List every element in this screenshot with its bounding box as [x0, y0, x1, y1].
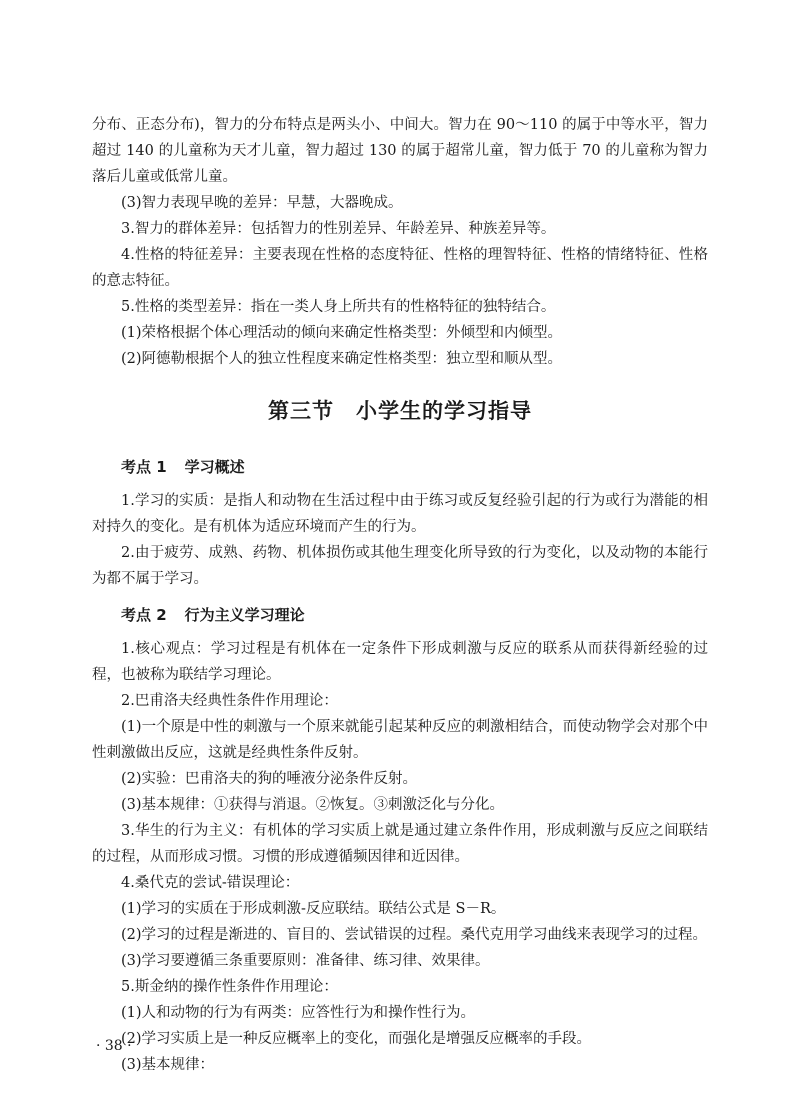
paragraph: 分布、正态分布)，智力的分布特点是两头小、中间大。智力在 90～110 的属于中等水平，智力超过 140 的儿童称为天才儿童，智力超过 130 的属于超常儿童，智力低于 70 的儿童称为智力落后儿童或低常儿童。 — [92, 117, 708, 185]
paragraph: 4.桑代克的尝试-错误理论： — [121, 875, 300, 891]
paragraph: (2)学习的过程是渐进的、盲目的、尝试错误的过程。桑代克用学习曲线来表现学习的过程。 — [121, 927, 708, 943]
paragraph: (1)人和动物的行为有两类：应答性行为和操作性行为。 — [121, 1005, 476, 1021]
paragraph: (2)阿德勒根据个人的独立性程度来确定性格类型：独立型和顺从型。 — [121, 351, 563, 367]
paragraph: 5.斯金纳的操作性条件作用理论： — [121, 979, 338, 995]
kp1-title: 学习概述 — [184, 458, 245, 476]
paragraph: 4.性格的特征差异：主要表现在性格的态度特征、性格的理智特征、性格的情绪特征、性格的意志特征。 — [92, 247, 708, 289]
paragraph: 5.性格的类型差异：指在一类人身上所共有的性格特征的独特结合。 — [121, 299, 556, 315]
page-body — [92, 112, 708, 1078]
paragraph: (3)基本规律： — [121, 1057, 215, 1073]
paragraph: (3)学习要遵循三条重要原则：准备律、练习律、效果律。 — [121, 953, 490, 969]
kp2-heading — [92, 602, 708, 628]
page-number: · 38 · — [96, 1038, 132, 1054]
paragraph: (2)学习实质上是一种反应概率上的变化，而强化是增强反应概率的手段。 — [121, 1031, 592, 1047]
paragraph: 3.华生的行为主义：有机体的学习实质上就是通过建立条件作用，形成刺激与反应之间联结的过程，从而形成习惯。习惯的形成遵循频因律和近因律。 — [92, 823, 708, 865]
paragraph: (1)荣格根据个体心理活动的倾向来确定性格类型：外倾型和内倾型。 — [121, 325, 563, 341]
paragraph: (1)一个原是中性的刺激与一个原来就能引起某种反应的刺激相结合，而使动物学会对那个中性刺激做出反应，这就是经典性条件反射。 — [92, 719, 708, 761]
paragraph: (3)基本规律：①获得与消退。②恢复。③刺激泛化与分化。 — [121, 797, 505, 813]
paragraph: 1.核心观点：学习过程是有机体在一定条件下形成刺激与反应的联系从而获得新经验的过程，也被称为联结学习理论。 — [92, 641, 708, 683]
kp2-title: 行为主义学习理论 — [184, 606, 305, 624]
kp1-heading — [92, 454, 708, 480]
paragraph: (2)实验：巴甫洛夫的狗的唾液分泌条件反射。 — [121, 771, 418, 787]
paragraph: 2.巴甫洛夫经典性条件作用理论： — [121, 693, 338, 709]
paragraph: (1)学习的实质在于形成刺激-反应联结。联结公式是 S－R。 — [121, 901, 506, 917]
kp2-label: 考点 2 — [121, 606, 167, 624]
kp1-label: 考点 1 — [121, 458, 167, 476]
section-title: 第三节 小学生的学习指导 — [268, 399, 532, 423]
paragraph: (3)智力表现早晚的差异：早慧，大器晚成。 — [121, 195, 403, 211]
paragraph: 3.智力的群体差异：包括智力的性别差异、年龄差异、种族差异等。 — [121, 221, 556, 237]
paragraph: 1.学习的实质：是指人和动物在生活过程中由于练习或反复经验引起的行为或行为潜能的相对持久的变化。是有机体为适应环境而产生的行为。 — [92, 493, 708, 535]
paragraph: 2.由于疲劳、成熟、药物、机体损伤或其他生理变化所导致的行为变化，以及动物的本能行为都不属于学习。 — [92, 545, 708, 587]
